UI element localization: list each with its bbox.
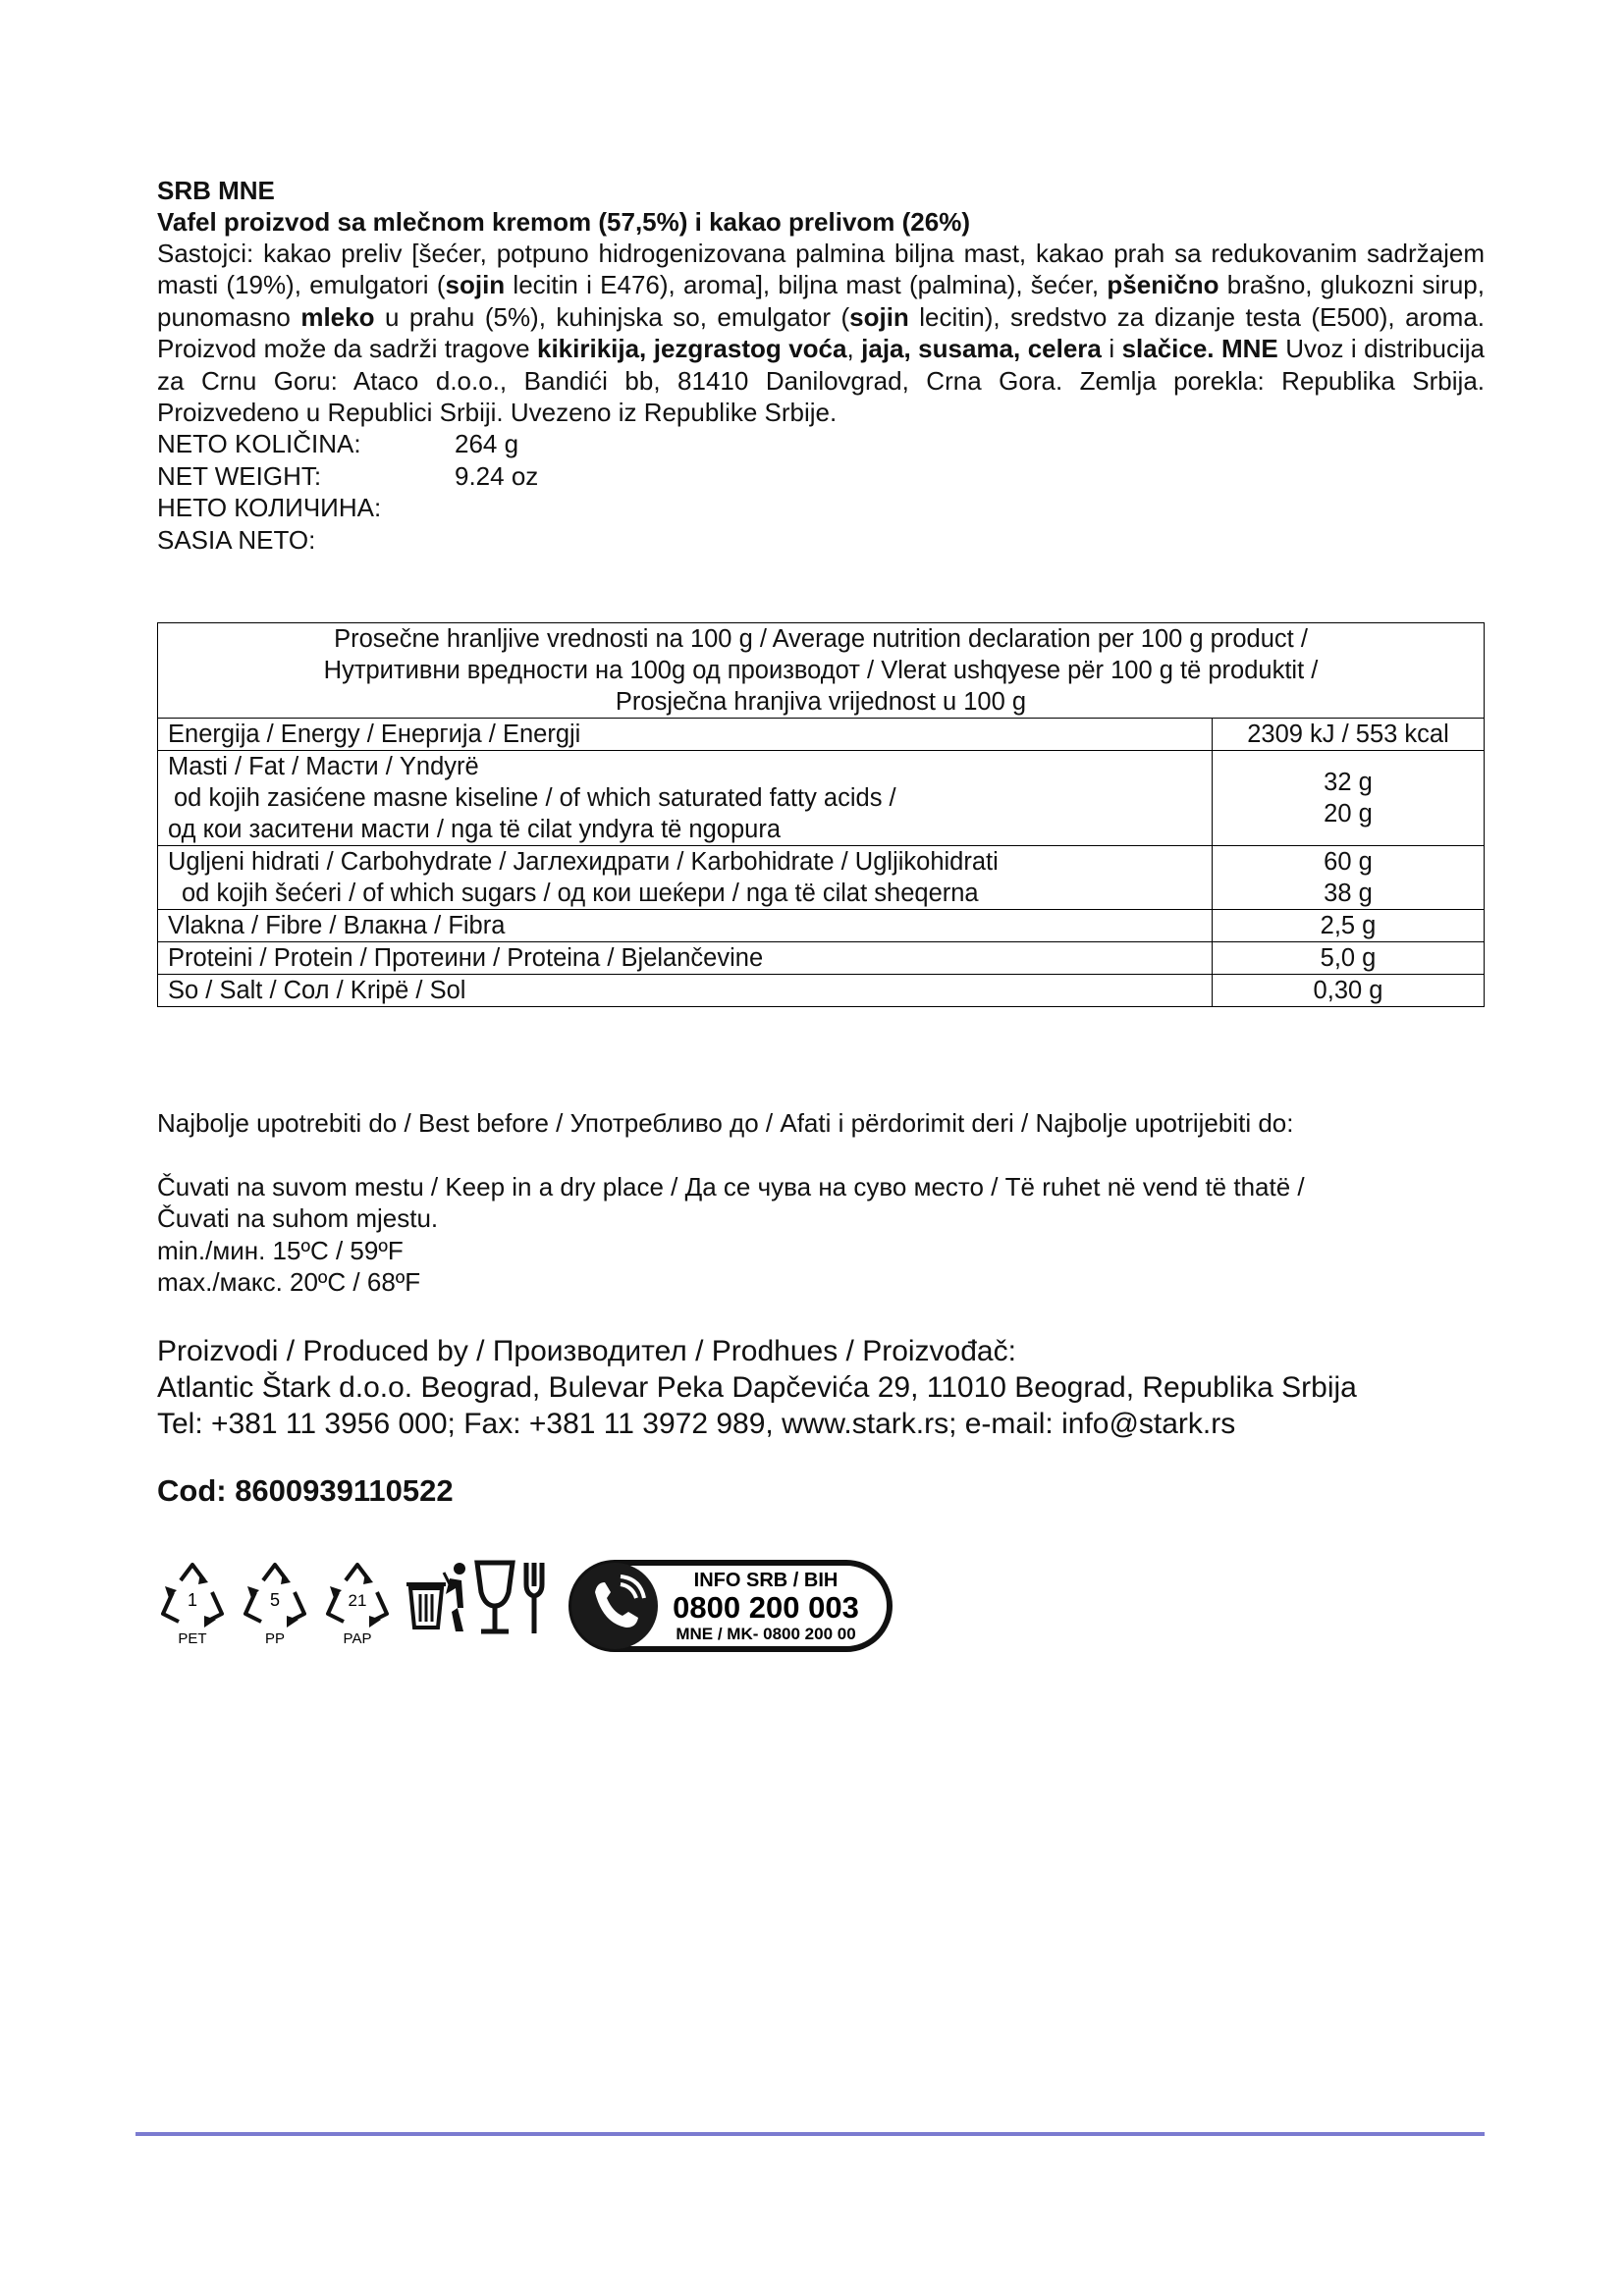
net-row bbox=[157, 524, 1485, 556]
table-row bbox=[158, 910, 1485, 942]
sugar-value: 38 g bbox=[1324, 880, 1373, 907]
product-name: Vafel proizvod sa mlečnom kremom (57,5%) i kakao prelivom (26%) bbox=[157, 207, 970, 237]
info-mne: MNE / MK- 0800 200 00 bbox=[676, 1625, 856, 1643]
carb-label: Ugljeni hidrati / Carbohydrate / Јаглехидрати / Karbohidrate / Ugljikohidrati bbox=[168, 848, 999, 876]
nutrition-header-line: Нутритивни вредности на 100g од производот / Vlerat ushqyese për 100 g të produktit / bbox=[323, 657, 1319, 684]
ingredients-text: Sastojci: kakao preliv [šećer, potpuno hidrogenizovana palmina biljna mast, kakao prah sa redukovanim sadržajem masti (19%), emulgatori ( bbox=[157, 239, 1485, 300]
saturated-label: од кои заситени масти / nga të cilat yndyra të ngopura bbox=[168, 816, 782, 843]
producer-block bbox=[157, 1333, 1485, 1442]
info-phone: 0800 200 003 bbox=[673, 1590, 859, 1625]
allergen: kikirikija, jezgrastog voća bbox=[536, 334, 847, 364]
fibre-value: 2,5 g bbox=[1213, 910, 1485, 942]
allergen: pšenično bbox=[1107, 270, 1219, 300]
ingredients-text bbox=[1215, 334, 1221, 363]
net-label: NETO KOLIČINA: bbox=[157, 429, 361, 459]
product-code: Cod: 8600939110522 bbox=[157, 1473, 454, 1508]
recycle-label: PAP bbox=[343, 1630, 372, 1647]
ingredients-text: brašno, glukozni sirup, punomasno bbox=[157, 270, 1485, 332]
nutrition-header-line: Prosječna hranjiva vrijednost u 100 g bbox=[615, 688, 1027, 716]
energy-value: 2309 kJ / 553 kcal bbox=[1213, 719, 1485, 751]
footer-rule bbox=[135, 2132, 1485, 2136]
carb-values bbox=[1213, 846, 1485, 910]
ingredients-text: u prahu (5%), kuhinjska so, emulgator ( bbox=[374, 301, 850, 332]
mne-label: MNE bbox=[1221, 334, 1278, 364]
food-contact-icon bbox=[469, 1559, 552, 1637]
ingredients-text: lecitin), sredstvo za dizanje testa (E500), aroma. Proizvod može da sadrži tragove bbox=[157, 301, 1485, 364]
nutrition-header bbox=[158, 623, 1485, 719]
salt-label: So / Salt / Сол / Kripë / Sol bbox=[158, 975, 1213, 1007]
icon-row bbox=[157, 1559, 903, 1657]
best-before: Najbolje upotrebiti do / Best before / Употребливо до / Afati i përdorimit deri / Najbolje upotrijebiti do: bbox=[157, 1108, 1294, 1138]
recycle-label: PET bbox=[178, 1630, 207, 1647]
net-label: NET WEIGHT: bbox=[157, 460, 322, 491]
country-codes: SRB MNE bbox=[157, 176, 275, 205]
table-row bbox=[158, 719, 1485, 751]
net-value: 264 g bbox=[455, 429, 519, 459]
table-row bbox=[158, 846, 1485, 910]
salt-value: 0,30 g bbox=[1213, 975, 1485, 1007]
storage-line: Čuvati na suhom mjestu. bbox=[157, 1203, 439, 1234]
net-row bbox=[157, 428, 1485, 459]
sugar-label: od kojih šećeri / of which sugars / од кои шеќери / nga të cilat sheqerna bbox=[182, 880, 979, 907]
carb-cell bbox=[158, 846, 1213, 910]
allergen: sojin bbox=[849, 301, 909, 332]
label-text bbox=[157, 175, 1485, 556]
net-label: НЕТО КОЛИЧИНА: bbox=[157, 493, 382, 523]
ingredients-text: Uvoz i distribucija za Crnu Goru: Ataco d.o.o., Bandići bb, 81410 Danilovgrad, Crna Gora. Zemlja porekla: Republika Srbija. Proizvedeno u Republici Srbiji. Uvezeno iz Republike Srbije. bbox=[157, 334, 1485, 428]
net-value: 9.24 oz bbox=[455, 460, 539, 491]
tidyman-bin-icon bbox=[403, 1559, 467, 1637]
table-row bbox=[158, 623, 1485, 719]
storage-temp-max: max./макс. 20ºC / 68ºF bbox=[157, 1267, 421, 1298]
allergen: jaja, susama, celera bbox=[861, 334, 1102, 364]
recycle-pet-icon bbox=[157, 1559, 228, 1649]
ingredients-text: , bbox=[846, 334, 862, 364]
energy-label: Energija / Energy / Енергија / Energji bbox=[158, 719, 1213, 751]
recycle-pp-icon bbox=[240, 1559, 310, 1649]
producer-contact: Tel: +381 11 3956 000; Fax: +381 11 3972 989, www.stark.rs; e-mail: info@stark.rs bbox=[157, 1408, 1236, 1440]
recycle-number: 21 bbox=[348, 1591, 367, 1610]
net-row bbox=[157, 492, 1485, 523]
ingredients-text: i bbox=[1101, 334, 1122, 364]
protein-value: 5,0 g bbox=[1213, 942, 1485, 975]
allergen: sojin bbox=[445, 270, 506, 300]
net-label: SASIA NETO: bbox=[157, 524, 316, 555]
nutrition-table bbox=[157, 622, 1485, 1007]
info-phone-badge bbox=[568, 1559, 893, 1653]
net-row bbox=[157, 460, 1485, 492]
table-row bbox=[158, 751, 1485, 846]
fat-values bbox=[1213, 751, 1485, 846]
recycle-number: 5 bbox=[269, 1590, 281, 1610]
table-row bbox=[158, 942, 1485, 975]
fat-value: 32 g bbox=[1324, 769, 1373, 796]
recycle-pap-icon bbox=[322, 1559, 393, 1649]
info-title: INFO SRB / BIH bbox=[693, 1570, 839, 1591]
protein-label: Proteini / Protein / Протеини / Proteina / Bjelančevine bbox=[158, 942, 1213, 975]
storage-line: Čuvati na suvom mestu / Keep in a dry place / Да се чува на суво место / Të ruhet në vend të thatë / bbox=[157, 1172, 1305, 1201]
storage-temp-min: min./мин. 15ºC / 59ºF bbox=[157, 1235, 404, 1265]
storage-block bbox=[157, 1171, 1485, 1299]
ingredients-paragraph bbox=[157, 238, 1485, 428]
table-row bbox=[158, 975, 1485, 1007]
net-quantity-block bbox=[157, 428, 1485, 556]
ingredients-text: lecitin i E476), aroma], biljna mast (palmina), šećer, bbox=[505, 270, 1108, 300]
saturated-label: od kojih zasićene masne kiseline / of which saturated fatty acids / bbox=[174, 784, 896, 812]
nutrition-header-line: Prosečne hranljive vrednosti na 100 g / Average nutrition declaration per 100 g product / bbox=[334, 625, 1308, 653]
fat-label: Masti / Fat / Масти / Yndyrë bbox=[168, 753, 479, 780]
producer-address: Atlantic Štark d.o.o. Beograd, Bulevar Peka Dapčevića 29, 11010 Beograd, Republika Srbija bbox=[157, 1371, 1357, 1404]
fat-cell bbox=[158, 751, 1213, 846]
recycle-number: 1 bbox=[187, 1590, 198, 1610]
producer-line: Proizvodi / Produced by / Производител / Prodhues / Proizvođač: bbox=[157, 1335, 1016, 1367]
allergen: slačice. bbox=[1121, 334, 1215, 364]
allergen: mleko bbox=[300, 301, 375, 332]
saturated-value: 20 g bbox=[1324, 800, 1373, 828]
carb-value: 60 g bbox=[1324, 848, 1373, 876]
recycle-label: PP bbox=[264, 1630, 286, 1647]
fibre-label: Vlakna / Fibre / Влакна / Fibra bbox=[158, 910, 1213, 942]
